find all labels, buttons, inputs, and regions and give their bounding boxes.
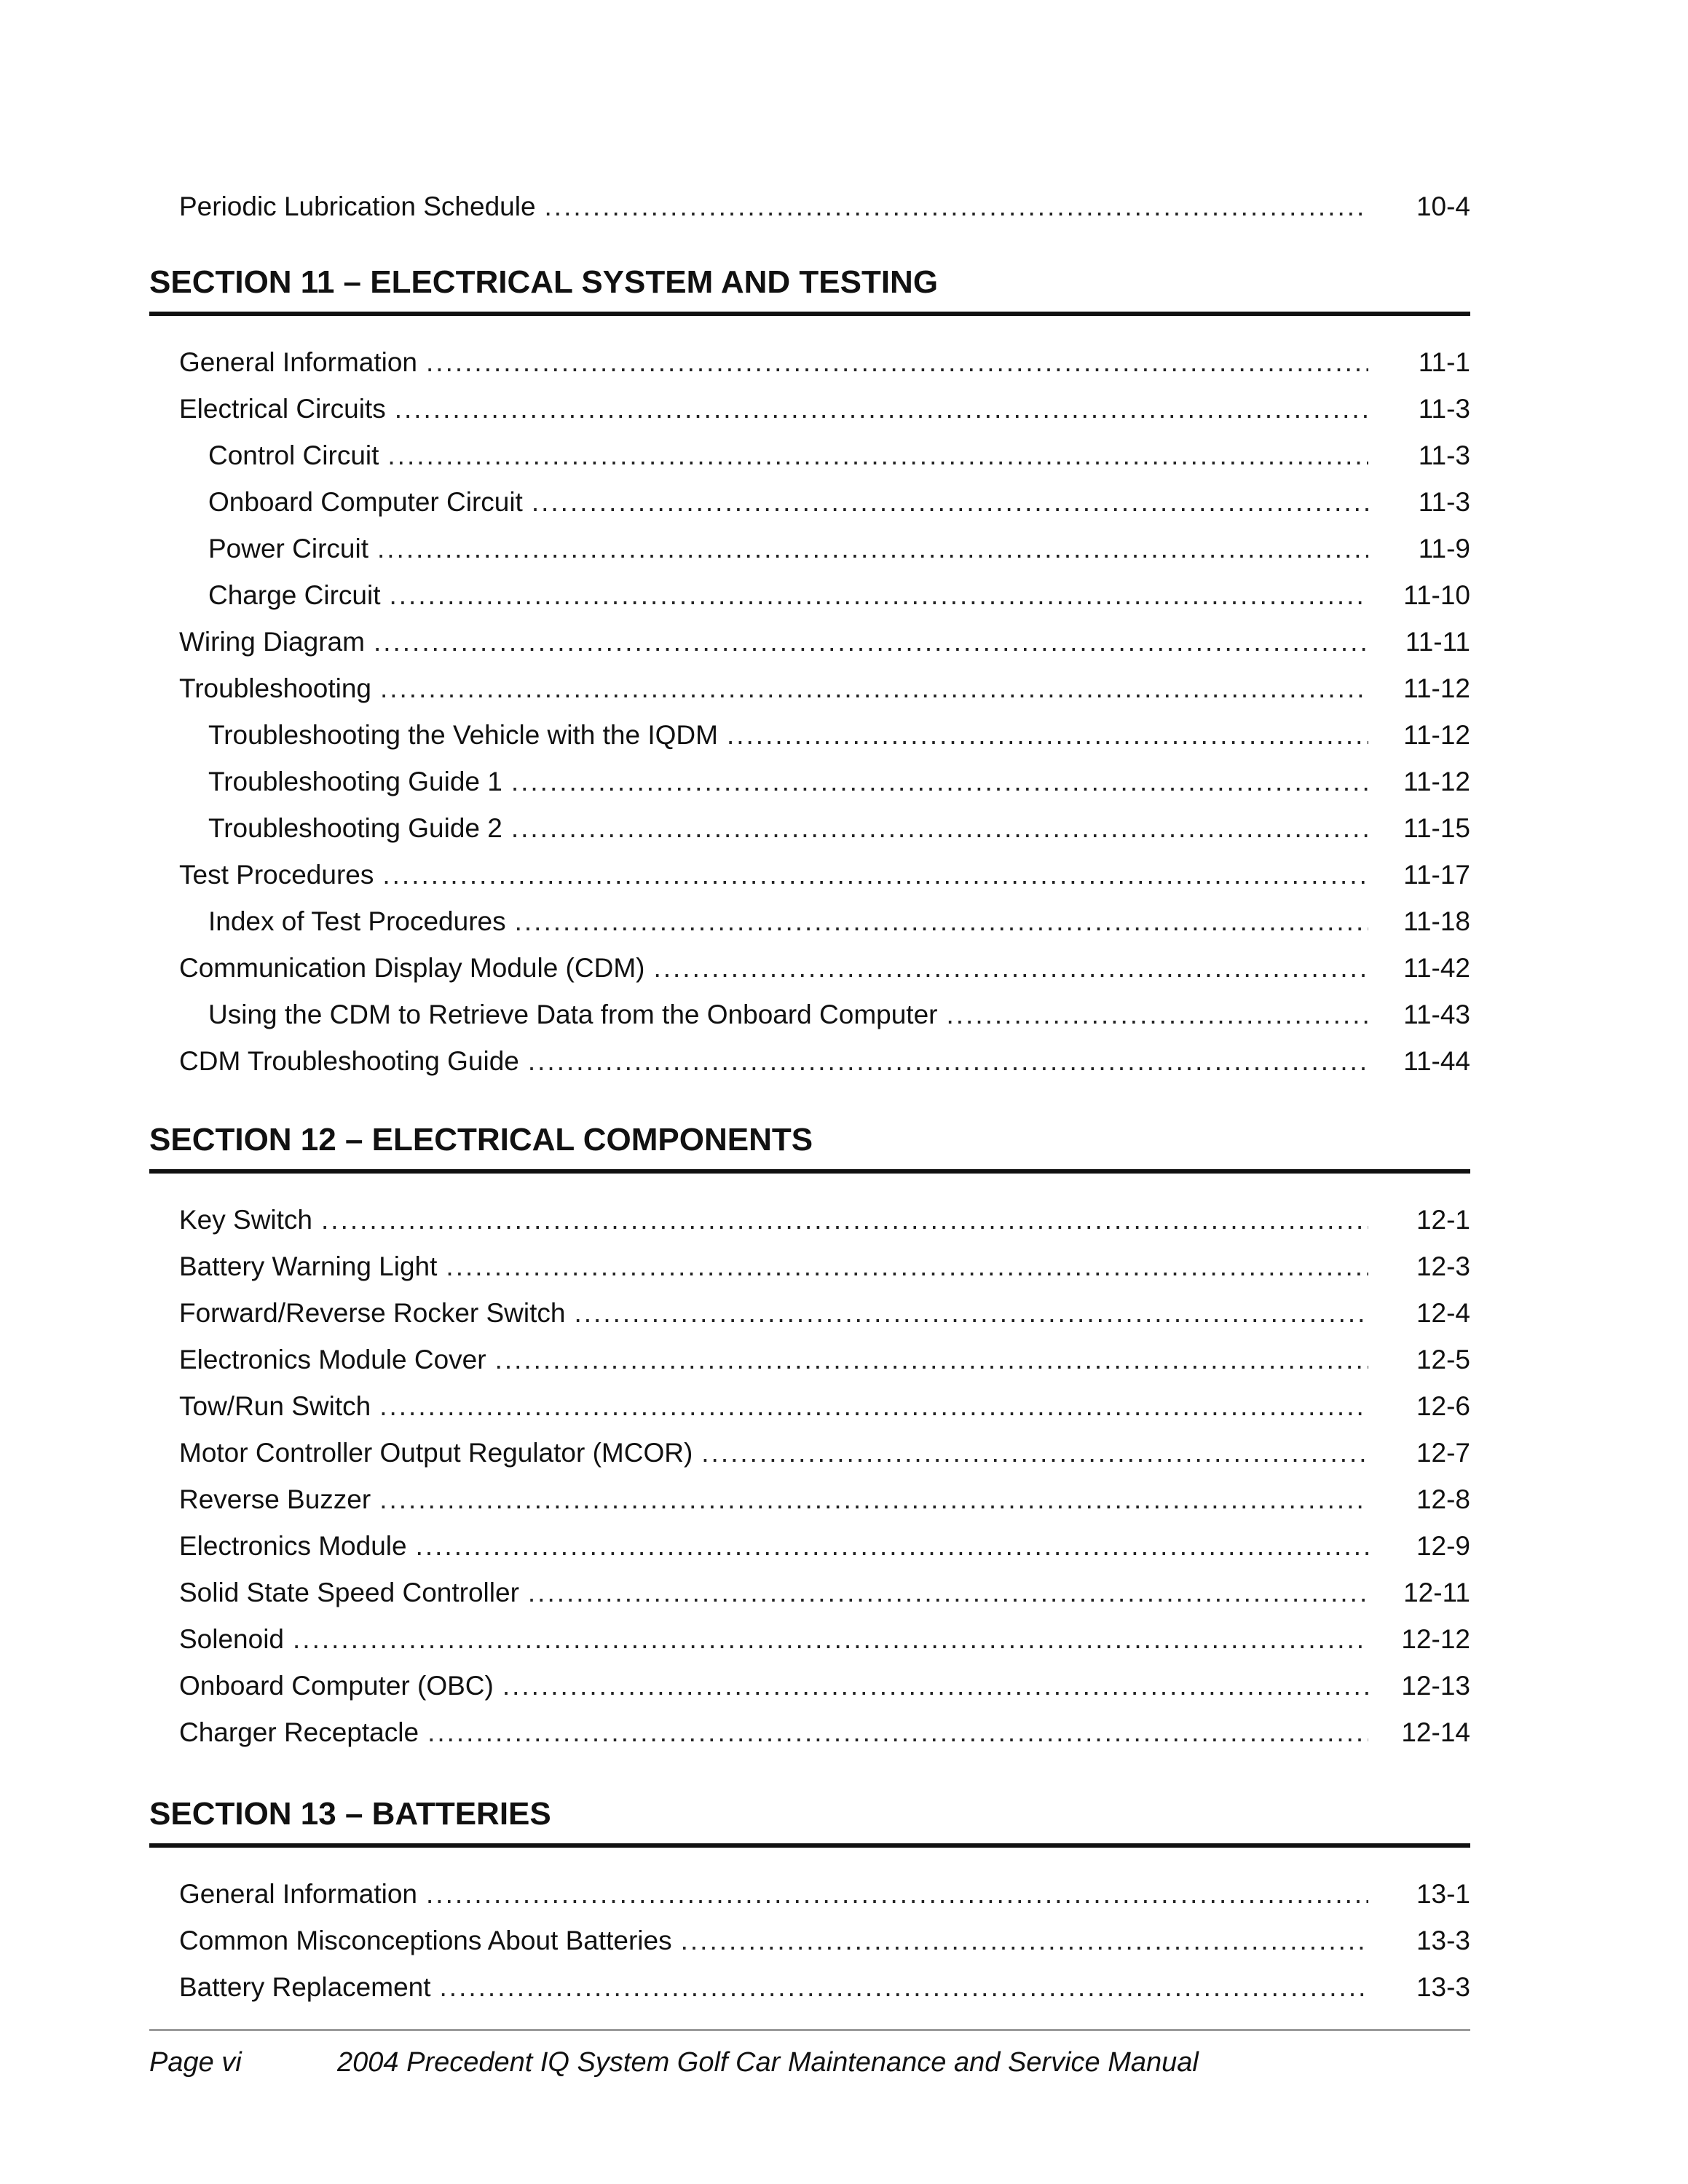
toc-leader-dots — [321, 1197, 1368, 1243]
toc-entry-title: Onboard Computer (OBC) — [179, 1671, 494, 1701]
toc-leader-dots — [574, 1290, 1368, 1337]
toc-leader-dots — [416, 1523, 1368, 1570]
toc-entry-title: Troubleshooting — [179, 673, 371, 703]
toc-entry-page: 12-1 — [1416, 1205, 1470, 1235]
toc-entry-title: Key Switch — [179, 1205, 313, 1235]
toc-entry — [179, 945, 1470, 992]
toc-entry-title: Communication Display Module (CDM) — [179, 953, 645, 983]
toc-entry — [179, 1430, 1470, 1476]
toc-entry-page: 12-7 — [1416, 1438, 1470, 1468]
toc-subentry — [208, 432, 1470, 479]
toc-entry-page: 13-1 — [1416, 1879, 1470, 1909]
toc-entry-page: 12-5 — [1416, 1345, 1470, 1374]
toc-entry-title: Battery Warning Light — [179, 1251, 438, 1281]
toc-entry-page: 12-9 — [1416, 1531, 1470, 1561]
toc-leader-dots — [727, 712, 1368, 759]
toc-entry-page: 12-3 — [1416, 1251, 1470, 1281]
toc-entry-title: Control Circuit — [208, 440, 379, 470]
toc-entry — [179, 183, 1470, 230]
toc-leader-dots — [379, 1383, 1368, 1430]
footer-page-number: Page vi — [149, 2047, 242, 2078]
toc-leader-dots — [395, 386, 1368, 432]
toc-entry-title: Troubleshooting the Vehicle with the IQDM — [208, 720, 718, 750]
toc-entry-page: 13-3 — [1416, 1972, 1470, 2002]
toc-entry-title: Electronics Module Cover — [179, 1345, 486, 1374]
toc-leader-dots — [426, 339, 1368, 386]
toc-entry-title: Battery Replacement — [179, 1972, 431, 2002]
toc-entry-title: Wiring Diagram — [179, 627, 365, 657]
toc-entry-title: Charger Receptacle — [179, 1717, 419, 1747]
toc-entry-page: 11-9 — [1418, 534, 1470, 563]
toc-entry-page: 11-3 — [1418, 487, 1470, 517]
toc-entry-title: Forward/Reverse Rocker Switch — [179, 1298, 566, 1328]
toc-entry-page: 11-3 — [1418, 394, 1470, 424]
toc-subentry — [208, 712, 1470, 759]
toc-entry — [179, 852, 1470, 898]
toc-entry-title: Using the CDM to Retrieve Data from the Onboard Computer — [208, 1000, 938, 1029]
toc-entry-page: 12-11 — [1403, 1578, 1470, 1607]
toc-entry — [179, 1709, 1470, 1756]
toc-entry — [179, 665, 1470, 712]
toc-entry — [179, 1918, 1470, 1964]
toc-entry-page: 10-4 — [1416, 191, 1470, 221]
toc-leader-dots — [382, 852, 1368, 898]
toc-entry-page: 11-17 — [1403, 860, 1470, 890]
toc-subentry — [208, 898, 1470, 945]
toc-entry-page: 11-3 — [1418, 440, 1470, 470]
toc-leader-dots — [545, 183, 1368, 230]
section-heading: SECTION 13 – BATTERIES — [149, 1785, 1470, 1848]
toc-leader-dots — [653, 945, 1368, 992]
toc-entry-page: 13-3 — [1416, 1926, 1470, 1955]
toc-entry-page: 11-43 — [1403, 1000, 1470, 1029]
toc-entry-page: 11-44 — [1403, 1046, 1470, 1076]
toc-entry-title: Onboard Computer Circuit — [208, 487, 523, 517]
toc-leader-dots — [440, 1964, 1368, 2011]
toc-entry-page: 11-1 — [1418, 347, 1470, 377]
toc-entry-title: General Information — [179, 1879, 418, 1909]
toc-entry-title: General Information — [179, 347, 418, 377]
toc-leader-dots — [380, 665, 1368, 712]
toc-leader-dots — [515, 898, 1368, 945]
toc-entry-page: 11-18 — [1403, 906, 1470, 936]
toc-leader-dots — [502, 1663, 1368, 1709]
section-heading: SECTION 11 – ELECTRICAL SYSTEM AND TESTING — [149, 253, 1470, 316]
toc-leader-dots — [387, 432, 1368, 479]
toc-leader-dots — [426, 1871, 1368, 1918]
toc-entry-title: Electronics Module — [179, 1531, 407, 1561]
toc-entry — [179, 1570, 1470, 1616]
toc-entry-page: 12-12 — [1401, 1624, 1470, 1654]
toc-leader-dots — [681, 1918, 1368, 1964]
toc-entry — [179, 1523, 1470, 1570]
toc-entry-title: Periodic Lubrication Schedule — [179, 191, 536, 221]
toc-leader-dots — [532, 479, 1368, 526]
toc-leader-dots — [446, 1243, 1368, 1290]
toc-entry — [179, 1871, 1470, 1918]
toc-entry — [179, 339, 1470, 386]
toc-subentry — [208, 526, 1470, 572]
toc-entry — [179, 1290, 1470, 1337]
toc-entry — [179, 1663, 1470, 1709]
toc-subentry — [208, 992, 1470, 1038]
toc-entry-title: Reverse Buzzer — [179, 1484, 371, 1514]
footer-divider — [149, 2029, 1470, 2031]
toc-entry — [179, 386, 1470, 432]
toc-entry — [179, 1243, 1470, 1290]
toc-entry-title: Troubleshooting Guide 2 — [208, 813, 502, 843]
toc-subentry — [208, 572, 1470, 619]
toc-leader-dots — [379, 1476, 1368, 1523]
toc-leader-dots — [374, 619, 1368, 665]
section-heading: SECTION 12 – ELECTRICAL COMPONENTS — [149, 1111, 1470, 1174]
toc-entry-title: Solenoid — [179, 1624, 285, 1654]
toc-subentry — [208, 805, 1470, 852]
toc-entry — [179, 1964, 1470, 2011]
toc-entry-title: Solid State Speed Controller — [179, 1578, 519, 1607]
toc-leader-dots — [528, 1570, 1368, 1616]
toc-leader-dots — [495, 1337, 1368, 1383]
toc-leader-dots — [427, 1709, 1368, 1756]
toc-entry — [179, 1197, 1470, 1243]
toc-leader-dots — [511, 759, 1368, 805]
toc-entry — [179, 1616, 1470, 1663]
toc-leader-dots — [946, 992, 1368, 1038]
toc-entry-page: 11-15 — [1403, 813, 1470, 843]
toc-leader-dots — [389, 572, 1368, 619]
toc-entry-page: 11-12 — [1403, 673, 1470, 703]
toc-entry-page: 12-13 — [1401, 1671, 1470, 1701]
toc-leader-dots — [293, 1616, 1368, 1663]
toc-entry-page: 11-12 — [1403, 767, 1470, 796]
footer-manual-title: 2004 Precedent IQ System Golf Car Maintenance and Service Manual — [337, 2047, 1199, 2078]
toc-entry — [179, 1038, 1470, 1085]
toc-entry — [179, 1383, 1470, 1430]
toc-entry-page: 12-6 — [1416, 1391, 1470, 1421]
toc-entry-title: Index of Test Procedures — [208, 906, 506, 936]
toc-entry — [179, 1476, 1470, 1523]
toc-entry-page: 11-11 — [1405, 627, 1470, 657]
toc-entry-page: 12-14 — [1401, 1717, 1470, 1747]
toc-entry-page: 12-8 — [1416, 1484, 1470, 1514]
toc-entry-title: Power Circuit — [208, 534, 368, 563]
toc-entry-page: 12-4 — [1416, 1298, 1470, 1328]
toc-entry-page: 11-42 — [1403, 953, 1470, 983]
toc-entry — [179, 619, 1470, 665]
toc-leader-dots — [377, 526, 1368, 572]
toc-entry-page: 11-12 — [1403, 720, 1470, 750]
toc-subentry — [208, 479, 1470, 526]
toc-entry-page: 11-10 — [1403, 580, 1470, 610]
toc-leader-dots — [701, 1430, 1368, 1476]
toc-entry-title: Charge Circuit — [208, 580, 381, 610]
toc-entry-title: Common Misconceptions About Batteries — [179, 1926, 672, 1955]
toc-leader-dots — [511, 805, 1368, 852]
toc-entry-title: CDM Troubleshooting Guide — [179, 1046, 519, 1076]
toc-entry-title: Test Procedures — [179, 860, 374, 890]
toc-entry-title: Motor Controller Output Regulator (MCOR) — [179, 1438, 693, 1468]
toc-subentry — [208, 759, 1470, 805]
toc-leader-dots — [528, 1038, 1368, 1085]
toc-entry-title: Tow/Run Switch — [179, 1391, 371, 1421]
toc-entry — [179, 1337, 1470, 1383]
toc-entry-title: Troubleshooting Guide 1 — [208, 767, 502, 796]
toc-entry-title: Electrical Circuits — [179, 394, 386, 424]
